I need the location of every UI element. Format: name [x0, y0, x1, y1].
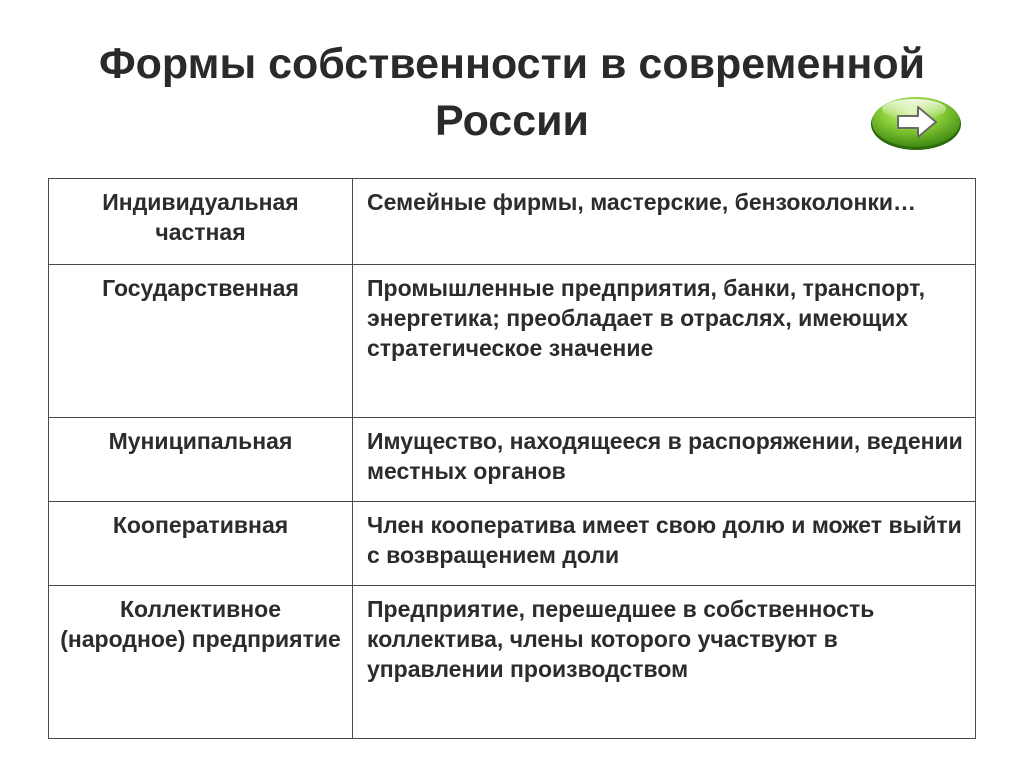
ownership-type-text: Индивидуальная частная: [102, 189, 299, 245]
page-title: [40, 36, 984, 150]
table-row: [49, 179, 976, 265]
table-row: [49, 418, 976, 502]
ownership-description-cell: [353, 179, 976, 265]
ownership-type-cell: [49, 502, 353, 586]
table-row: [49, 502, 976, 586]
next-slide-button[interactable]: [868, 92, 964, 152]
ownership-type-text: Муниципальная: [108, 428, 293, 454]
arrow-right-icon: [868, 92, 964, 152]
ownership-type-cell: [49, 418, 353, 502]
ownership-description-text: Семейные фирмы, мастерские, бензоколонки…: [367, 189, 917, 215]
ownership-description-text: Предприятие, перешедшее в собственность коллектива, члены которого участвуют в управлении производством: [367, 596, 875, 682]
title-line-1: Формы собственности в современной: [98, 40, 926, 88]
title-line-2: России: [434, 97, 589, 145]
table-row: [49, 586, 976, 739]
ownership-type-text: Государственная: [102, 275, 299, 301]
ownership-description-text: Промышленные предприятия, банки, транспорт, энергетика; преобладает в отраслях, имеющих стратегическое значение: [367, 275, 926, 361]
ownership-description-cell: [353, 418, 976, 502]
ownership-type-cell: [49, 179, 353, 265]
ownership-type-text: Коллективное (народное) предприятие: [60, 596, 341, 652]
ownership-description-cell: [353, 586, 976, 739]
ownership-type-cell: [49, 265, 353, 418]
ownership-description-text: Член кооператива имеет свою долю и может выйти с возвращением доли: [367, 512, 962, 568]
ownership-description-cell: [353, 265, 976, 418]
ownership-type-cell: [49, 586, 353, 739]
ownership-description-cell: [353, 502, 976, 586]
table-row: [49, 265, 976, 418]
ownership-type-text: Кооперативная: [112, 512, 289, 538]
ownership-description-text: Имущество, находящееся в распоряжении, ведении местных органов: [367, 428, 963, 484]
ownership-forms-table: [48, 178, 976, 739]
